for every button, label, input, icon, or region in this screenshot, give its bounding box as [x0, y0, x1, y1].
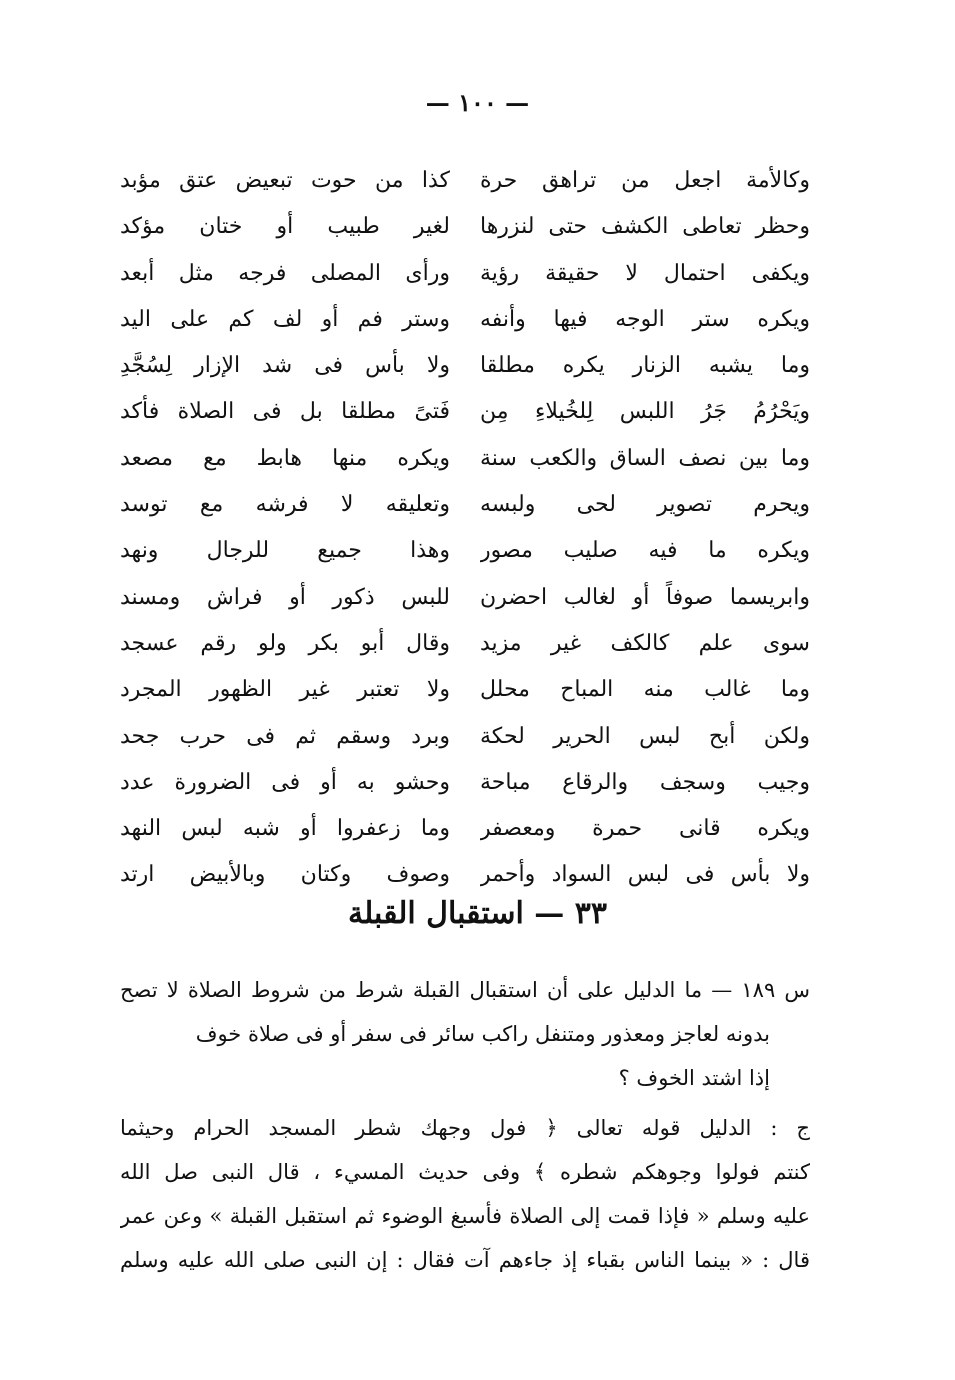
- verse-second-hemistich: فَتىً مطلقا بل فى الصلاة فأكد: [120, 399, 450, 425]
- verse-first-hemistich: ويكره ستر الوجه فيها وأنفه: [480, 306, 810, 332]
- verse-first-hemistich: ويكره ما فيه صليب مصور: [480, 538, 810, 564]
- answer-line: كنتم فولوا وجوهكم شطره ﴾ وفى حديث المسيء ، قال النبى صل الله: [120, 1160, 810, 1184]
- verse-first-hemistich: وابريسما صوفاً أو لغالب احضرن: [480, 584, 810, 610]
- verse-first-hemistich: وكالأمة اجعل من تراهق حرة: [480, 168, 810, 193]
- verse-row: [120, 667, 810, 713]
- verse-first-hemistich: ولكن أبح لبس الحرير لحكة: [480, 723, 810, 749]
- verse-second-hemistich: وحشو به أو فى الضرورة عدد: [120, 769, 450, 795]
- verse-second-hemistich: للبس ذكور أو فراش ومسند: [120, 584, 450, 610]
- verse-second-hemistich: وبرد وسقم ثم فى حرب جحد: [120, 723, 450, 749]
- verse-row: [120, 575, 810, 621]
- verse-row: [120, 204, 810, 250]
- answer-line: ج : الدليل قوله تعالى ﴿ فول وجهك شطر المسجد الحرام وحيثما: [120, 1116, 810, 1140]
- verse-second-hemistich: ويكره منها هابط مع مصعد: [120, 445, 450, 471]
- verse-second-hemistich: وهذا جميع للرجال ونهد: [120, 538, 450, 564]
- answer-line: قال : « بينما الناس بقباء إذ جاءهم آت فقال : إن النبى صلى الله عليه وسلم: [120, 1248, 810, 1272]
- verse-second-hemistich: وتعليقه لا فرشه مع توسد: [120, 492, 450, 518]
- verse-first-hemistich: ولا بأس فى لبس السواد وأحمر: [480, 862, 810, 888]
- poem-verses: [120, 158, 810, 899]
- verse-row: [120, 158, 810, 204]
- verse-first-hemistich: سوى علم كالكف غير مزيد: [480, 630, 810, 656]
- verse-row: [120, 251, 810, 297]
- verse-row: [120, 528, 810, 574]
- verse-first-hemistich: وحظر تعاطى الكشف حتى لنزرها: [480, 214, 810, 240]
- verse-first-hemistich: وما بين نصف الساق والكعب سنة: [480, 445, 810, 471]
- question-line: إذا اشتد الخوف ؟: [618, 1066, 770, 1090]
- verse-first-hemistich: وما غالب منه المباح محلل: [480, 677, 810, 703]
- verse-row: [120, 714, 810, 760]
- verse-second-hemistich: لغير طبيب أو ختان مؤكد: [120, 214, 450, 240]
- question-line: بدونه لعاجز ومعذور ومتنفل راكب سائر فى سفر أو فى صلاة خوف: [195, 1022, 770, 1046]
- verse-row: [120, 297, 810, 343]
- verse-row: [120, 760, 810, 806]
- verse-row: [120, 343, 810, 389]
- verse-second-hemistich: ورأى المصلى فرجه مثل أبعد: [120, 260, 450, 286]
- verse-first-hemistich: ويكفى احتمال لا حقيقة رؤية: [480, 260, 810, 286]
- verse-second-hemistich: وصوف وكتان وبالأبيض ارتد: [120, 862, 450, 888]
- verse-row: [120, 389, 810, 435]
- answer-paragraph: [120, 1106, 810, 1282]
- verse-second-hemistich: وقال أبو بكر ولو رقم عسجد: [120, 630, 450, 656]
- section-title: ٣٣ — استقبال القبلة: [348, 896, 607, 931]
- verse-second-hemistich: كذا من حوت تبعيض عتق مؤبد: [120, 168, 450, 193]
- verse-row: [120, 621, 810, 667]
- verse-row: [120, 436, 810, 482]
- verse-second-hemistich: ولا تعتبر غير الظهور المجرد: [120, 677, 450, 703]
- verse-second-hemistich: وما زعفروا أو شبه لبس النهد: [120, 816, 450, 842]
- verse-row: [120, 482, 810, 528]
- verse-row: [120, 852, 810, 898]
- verse-second-hemistich: ولا بأس فى شد الإزار لِسُجَّدِ: [120, 353, 450, 379]
- question-paragraph: [120, 968, 810, 1100]
- verse-first-hemistich: ويَحْرُمُ جَرُ اللبس لِلخُيلاءِ مِن: [480, 399, 810, 425]
- verse-first-hemistich: ويحرم تصوير لحى ولبسه: [480, 492, 810, 518]
- verse-row: [120, 806, 810, 852]
- verse-first-hemistich: وجيب وسجف والرقاع مباحة: [480, 769, 810, 795]
- answer-line: عليه وسلم « فإذا قمت إلى الصلاة فأسبغ الوضوء ثم استقبل القبلة » وعن عمر: [120, 1204, 810, 1228]
- verse-second-hemistich: وستر فم أو لف كم على اليد: [120, 306, 450, 332]
- verse-first-hemistich: وما يشبه الزنار يكره مطلقا: [480, 353, 810, 379]
- verse-first-hemistich: ويكره قانى حمرة ومعصفر: [480, 816, 810, 842]
- question-line: س ١٨٩ — ما الدليل على أن استقبال القبلة شرط من شروط الصلاة لا تصح: [120, 978, 810, 1002]
- page-number: — ١٠٠ —: [425, 88, 530, 117]
